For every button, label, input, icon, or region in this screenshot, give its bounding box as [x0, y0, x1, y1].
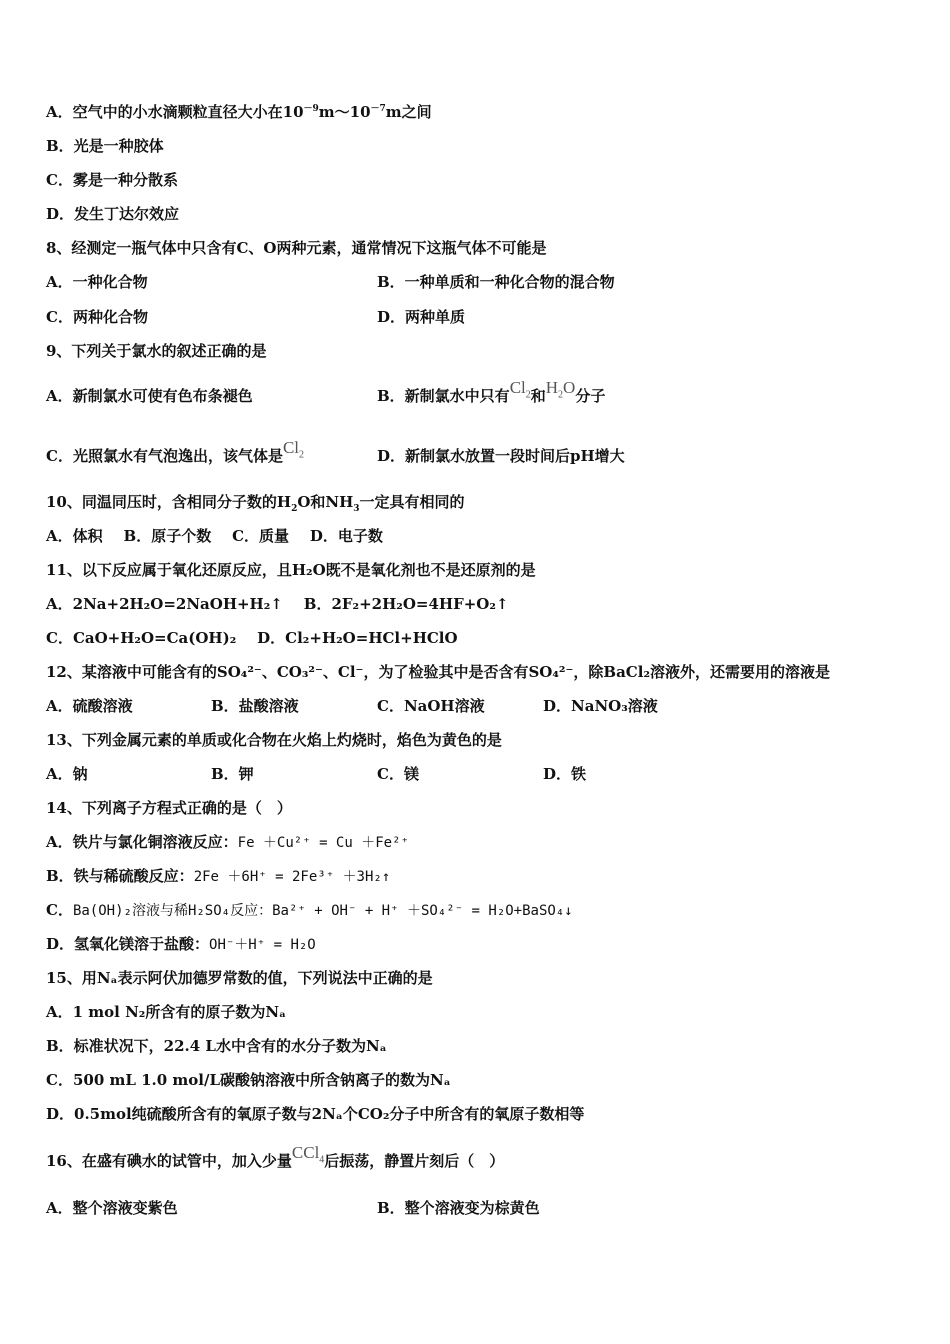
q15-option-b: B．标准状况下，22.4 L水中含有的水分子数为Nₐ — [46, 1037, 387, 1055]
q8-option-a: A．一种化合物 — [46, 273, 148, 291]
q9-option-a: A．新制氯水可使有色布条褪色 — [46, 387, 253, 405]
q16-option-a: A．整个溶液变紫色 — [46, 1199, 178, 1217]
q14-option-d: D．氢氧化镁溶于盐酸：OH⁻＋H⁺ = H₂O — [46, 935, 316, 953]
q13-option-c: C．镁 — [377, 765, 419, 783]
q9-stem: 9、下列关于氯水的叙述正确的是 — [46, 342, 267, 360]
q7-option-b: B．光是一种胶体 — [46, 137, 164, 155]
q8-option-d: D．两种单质 — [377, 308, 466, 326]
q13-option-d: D．铁 — [543, 765, 587, 783]
q16-stem: 16、在盛有碘水的试管中，加入少量CCl$_4$后振荡，静置片刻后（ ） — [46, 1143, 505, 1170]
q14-option-b: B．铁与稀硫酸反应：2Fe ＋6H⁺ = 2Fe³⁺ ＋3H₂↑ — [46, 867, 391, 885]
q12-option-c: C．NaOH溶液 — [377, 697, 485, 715]
q11-options-cd: C．CaO+H₂O=Ca(OH)₂ D．Cl₂+H₂O=HCl+HClO — [46, 629, 458, 647]
q10-options: A．体积 B．原子个数 C．质量 D．电子数 — [46, 527, 383, 545]
q15-option-c: C．500 mL 1.0 mol/L碳酸钠溶液中所含钠离子的数为Nₐ — [46, 1071, 451, 1089]
q13-option-b: B．钾 — [211, 765, 254, 783]
cl2-formula: $Cl_2$ — [282, 438, 305, 461]
q7-option-d: D．发生丁达尔效应 — [46, 205, 180, 223]
q7-option-c: C．雾是一种分散系 — [46, 171, 178, 189]
q8-stem: 8、经测定一瓶气体中只含有C、O两种元素，通常情况下这瓶气体不可能是 — [46, 239, 547, 257]
q10-stem: 10、同温同压时，含相同分子数的$H_2O$和$NH_3$一定具有相同的 — [46, 493, 465, 514]
q15-stem: 15、用Nₐ表示阿伏加德罗常数的值，下列说法中正确的是 — [46, 969, 433, 987]
q15-option-a: A．1 mol N₂所含有的原子数为Nₐ — [46, 1003, 287, 1021]
q14-option-c: C．Ba(OH)₂溶液与稀H₂SO₄反应：Ba²⁺ + OH⁻ + H⁺ ＋SO₄²⁻ = H₂O+BaSO₄↓ — [46, 901, 573, 919]
cl2-formula: $Cl_2$ — [509, 378, 531, 401]
q9-option-d: D．新制氯水放置一段时间后pH增大 — [377, 447, 625, 465]
q15-option-d: D．0.5mol纯硫酸所含有的氧原子数与2Nₐ个CO₂分子中所含有的氧原子数相等 — [46, 1105, 585, 1123]
q14-option-a: A．铁片与氯化铜溶液反应：Fe ＋Cu²⁺ = Cu ＋Fe²⁺ — [46, 833, 409, 851]
q9-option-c: C．光照氯水有气泡逸出，该气体是$Cl_2$ — [46, 438, 305, 465]
ccl4-formula: CCl$_4$ — [291, 1143, 325, 1166]
q11-options-ab: A．2Na+2H₂O=2NaOH+H₂↑ B．2F₂+2H₂O=4HF+O₂↑ — [46, 595, 509, 613]
q13-stem: 13、下列金属元素的单质或化合物在火焰上灼烧时，焰色为黄色的是 — [46, 731, 502, 749]
q8-option-b: B．一种单质和一种化合物的混合物 — [377, 273, 615, 291]
q12-option-a: A．硫酸溶液 — [46, 697, 133, 715]
q14-stem: 14、下列离子方程式正确的是（ ） — [46, 799, 292, 817]
q9-option-b: B．新制氯水中只有$Cl_2$和$H_2O$分子 — [377, 378, 606, 405]
q16-option-b: B．整个溶液变为棕黄色 — [377, 1199, 540, 1217]
h2o-formula: $H_2O$ — [545, 378, 576, 401]
q8-option-c: C．两种化合物 — [46, 308, 148, 326]
q12-option-b: B．盐酸溶液 — [211, 697, 299, 715]
q12-stem: 12、某溶液中可能含有的SO₄²⁻、CO₃²⁻、Cl⁻，为了检验其中是否含有SO₄²⁻，除BaCl₂溶液外，还需要用的溶液是 — [46, 663, 831, 681]
q11-stem: 11、以下反应属于氧化还原反应，且H₂O既不是氧化剂也不是还原剂的是 — [46, 561, 536, 579]
q12-option-d: D．NaNO₃溶液 — [543, 697, 658, 715]
q7-option-a: A．空气中的小水滴颗粒直径大小在$10^{-9}m\sim 10^{-7}m$之间 — [46, 103, 432, 121]
q13-option-a: A．钠 — [46, 765, 88, 783]
